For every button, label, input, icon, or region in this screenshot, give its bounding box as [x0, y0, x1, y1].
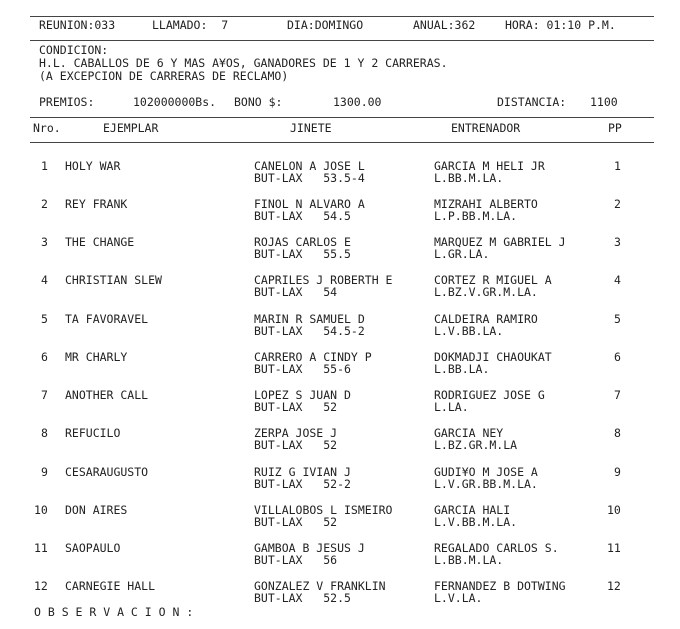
entry-ejemplar: THE CHANGE [65, 235, 135, 249]
entry-entrenador: REGALADO CARLOS S. [434, 541, 559, 555]
bono-value: 1300.00 [333, 95, 382, 109]
entry-entrenador-detail: L.V.BB.LA. [434, 324, 504, 338]
entry-nro: 11 [34, 541, 48, 555]
entry-pp: 8 [614, 426, 621, 440]
entry-pp: 6 [614, 350, 621, 364]
column-entrenador: ENTRENADOR [451, 121, 521, 135]
entry-row [0, 504, 680, 534]
entry-nro: 4 [41, 273, 48, 287]
header-rule [30, 40, 654, 41]
entry-ejemplar: CESARAUGUSTO [65, 465, 149, 479]
entry-entrenador-detail: L.LA. [434, 400, 469, 414]
entry-ejemplar: CARNEGIE HALL [65, 579, 156, 593]
entry-entrenador-detail: L.BZ.V.GR.M.LA. [434, 285, 538, 299]
entry-entrenador: MIZRAHI ALBERTO [434, 197, 538, 211]
entry-jinete-detail: BUT-LAX 52-2 [254, 477, 351, 491]
premios-value: 102000000Bs. [133, 95, 217, 109]
column-ejemplar: EJEMPLAR [103, 121, 159, 135]
entry-nro: 9 [41, 465, 48, 479]
entry-nro: 12 [34, 579, 48, 593]
entry-jinete: CARRERO A CINDY P [254, 350, 372, 364]
reunion-label: REUNION:033 [39, 18, 116, 32]
entry-entrenador-detail: L.BB.M.LA. [434, 553, 504, 567]
entry-pp: 9 [614, 465, 621, 479]
entry-entrenador: MARQUEZ M GABRIEL J [434, 235, 566, 249]
entry-jinete: VILLALOBOS L ISMEIRO [254, 503, 393, 517]
entry-jinete-detail: BUT-LAX 54.5-2 [254, 324, 365, 338]
entry-row [0, 466, 680, 496]
entry-jinete-detail: BUT-LAX 52.5 [254, 591, 351, 605]
condicion-title: CONDICION: [39, 43, 109, 57]
condicion-line-1: H.L. CABALLOS DE 6 Y MAS A¥OS, GANADORES DE 1 Y 2 CARRERAS. [39, 56, 448, 70]
distancia-label: DISTANCIA: [497, 95, 567, 109]
entry-jinete: ROJAS CARLOS E [254, 235, 351, 249]
entry-ejemplar: REY FRANK [65, 197, 128, 211]
entry-jinete-detail: BUT-LAX 52 [254, 515, 338, 529]
columns-top-rule [30, 117, 654, 118]
entry-entrenador-detail: L.BB.M.LA. [434, 171, 504, 185]
entry-ejemplar: ANOTHER CALL [65, 388, 149, 402]
dia-label: DIA:DOMINGO [287, 18, 364, 32]
entry-entrenador: CALDEIRA RAMIRO [434, 312, 538, 326]
entry-entrenador: DOKMADJI CHAOUKAT [434, 350, 552, 364]
entry-entrenador: GARCIA M HELI JR [434, 159, 545, 173]
premios-label: PREMIOS: [39, 95, 95, 109]
entry-entrenador: GARCIA NEY [434, 426, 504, 440]
entry-entrenador: FERNANDEZ B DOTWING [434, 579, 566, 593]
entry-row [0, 389, 680, 419]
entry-pp: 2 [614, 197, 621, 211]
entry-jinete-detail: BUT-LAX 55-6 [254, 362, 351, 376]
entry-nro: 3 [41, 235, 48, 249]
entry-entrenador: GARCIA HALI [434, 503, 511, 517]
entry-pp: 11 [607, 541, 621, 555]
entry-entrenador-detail: L.BB.LA. [434, 362, 490, 376]
entry-jinete-detail: BUT-LAX 54.5 [254, 209, 351, 223]
hora-label: HORA: 01:10 P.M. [505, 18, 616, 32]
distancia-value: 1100 [590, 95, 618, 109]
entry-ejemplar: REFUCILO [65, 426, 121, 440]
entry-ejemplar: MR CHARLY [65, 350, 128, 364]
entry-nro: 7 [41, 388, 48, 402]
entry-pp: 1 [614, 159, 621, 173]
entry-nro: 8 [41, 426, 48, 440]
entry-entrenador-detail: L.GR.LA. [434, 247, 490, 261]
entry-entrenador-detail: L.V.GR.BB.M.LA. [434, 477, 538, 491]
bono-label: BONO $: [234, 95, 283, 109]
entry-jinete: GAMBOA B JESUS J [254, 541, 365, 555]
entry-jinete: CAPRILES J ROBERTH E [254, 273, 393, 287]
observacion-label: O B S E R V A C I O N : [34, 605, 194, 619]
entry-ejemplar: TA FAVORAVEL [65, 312, 149, 326]
entry-ejemplar: HOLY WAR [65, 159, 121, 173]
entry-jinete: CANELON A JOSE L [254, 159, 365, 173]
entry-jinete-detail: BUT-LAX 52 [254, 400, 338, 414]
entry-jinete-detail: BUT-LAX 52 [254, 438, 338, 452]
entry-jinete-detail: BUT-LAX 54 [254, 285, 338, 299]
entry-jinete: RUIZ G IVIAN J [254, 465, 351, 479]
entry-pp: 7 [614, 388, 621, 402]
entry-jinete: MARIN R SAMUEL D [254, 312, 365, 326]
entry-pp: 5 [614, 312, 621, 326]
entry-jinete-detail: BUT-LAX 56 [254, 553, 338, 567]
entry-ejemplar: DON AIRES [65, 503, 128, 517]
entry-row [0, 198, 680, 228]
entry-pp: 3 [614, 235, 621, 249]
entry-row [0, 274, 680, 304]
entry-nro: 6 [41, 350, 48, 364]
entry-entrenador-detail: L.BZ.GR.M.LA [434, 438, 518, 452]
entry-jinete: LOPEZ S JUAN D [254, 388, 351, 402]
entry-jinete: FINOL N ALVARO A [254, 197, 365, 211]
anual-label: ANUAL:362 [413, 18, 476, 32]
llamado-label: LLAMADO: 7 [152, 18, 229, 32]
entry-row [0, 542, 680, 572]
entry-nro: 1 [41, 159, 48, 173]
entry-jinete-detail: BUT-LAX 55.5 [254, 247, 351, 261]
entry-nro: 10 [34, 503, 48, 517]
entry-row [0, 427, 680, 457]
column-jinete: JINETE [290, 121, 332, 135]
entry-nro: 5 [41, 312, 48, 326]
entry-entrenador-detail: L.V.BB.M.LA. [434, 515, 518, 529]
top-rule [30, 16, 654, 17]
entry-jinete: ZERPA JOSE J [254, 426, 338, 440]
entry-jinete: GONZALEZ V FRANKLIN [254, 579, 386, 593]
columns-bottom-rule [30, 142, 654, 143]
entry-ejemplar: SAOPAULO [65, 541, 121, 555]
entry-ejemplar: CHRISTIAN SLEW [65, 273, 162, 287]
entry-pp: 10 [607, 503, 621, 517]
condicion-line-2: (A EXCEPCION DE CARRERAS DE RECLAMO) [39, 69, 289, 83]
entry-pp: 4 [614, 273, 621, 287]
entry-entrenador: CORTEZ R MIGUEL A [434, 273, 552, 287]
entry-entrenador: RODRIGUEZ JOSE G [434, 388, 545, 402]
entry-row [0, 351, 680, 381]
entry-entrenador-detail: L.P.BB.M.LA. [434, 209, 518, 223]
column-pp: PP [608, 121, 622, 135]
entry-jinete-detail: BUT-LAX 53.5-4 [254, 171, 365, 185]
entry-row [0, 160, 680, 190]
entry-entrenador-detail: L.V.LA. [434, 591, 483, 605]
entry-pp: 12 [607, 579, 621, 593]
entry-row [0, 236, 680, 266]
entry-row [0, 313, 680, 343]
entry-nro: 2 [41, 197, 48, 211]
column-nro: Nro. [33, 121, 61, 135]
entry-entrenador: GUDI¥O M JOSE A [434, 465, 538, 479]
